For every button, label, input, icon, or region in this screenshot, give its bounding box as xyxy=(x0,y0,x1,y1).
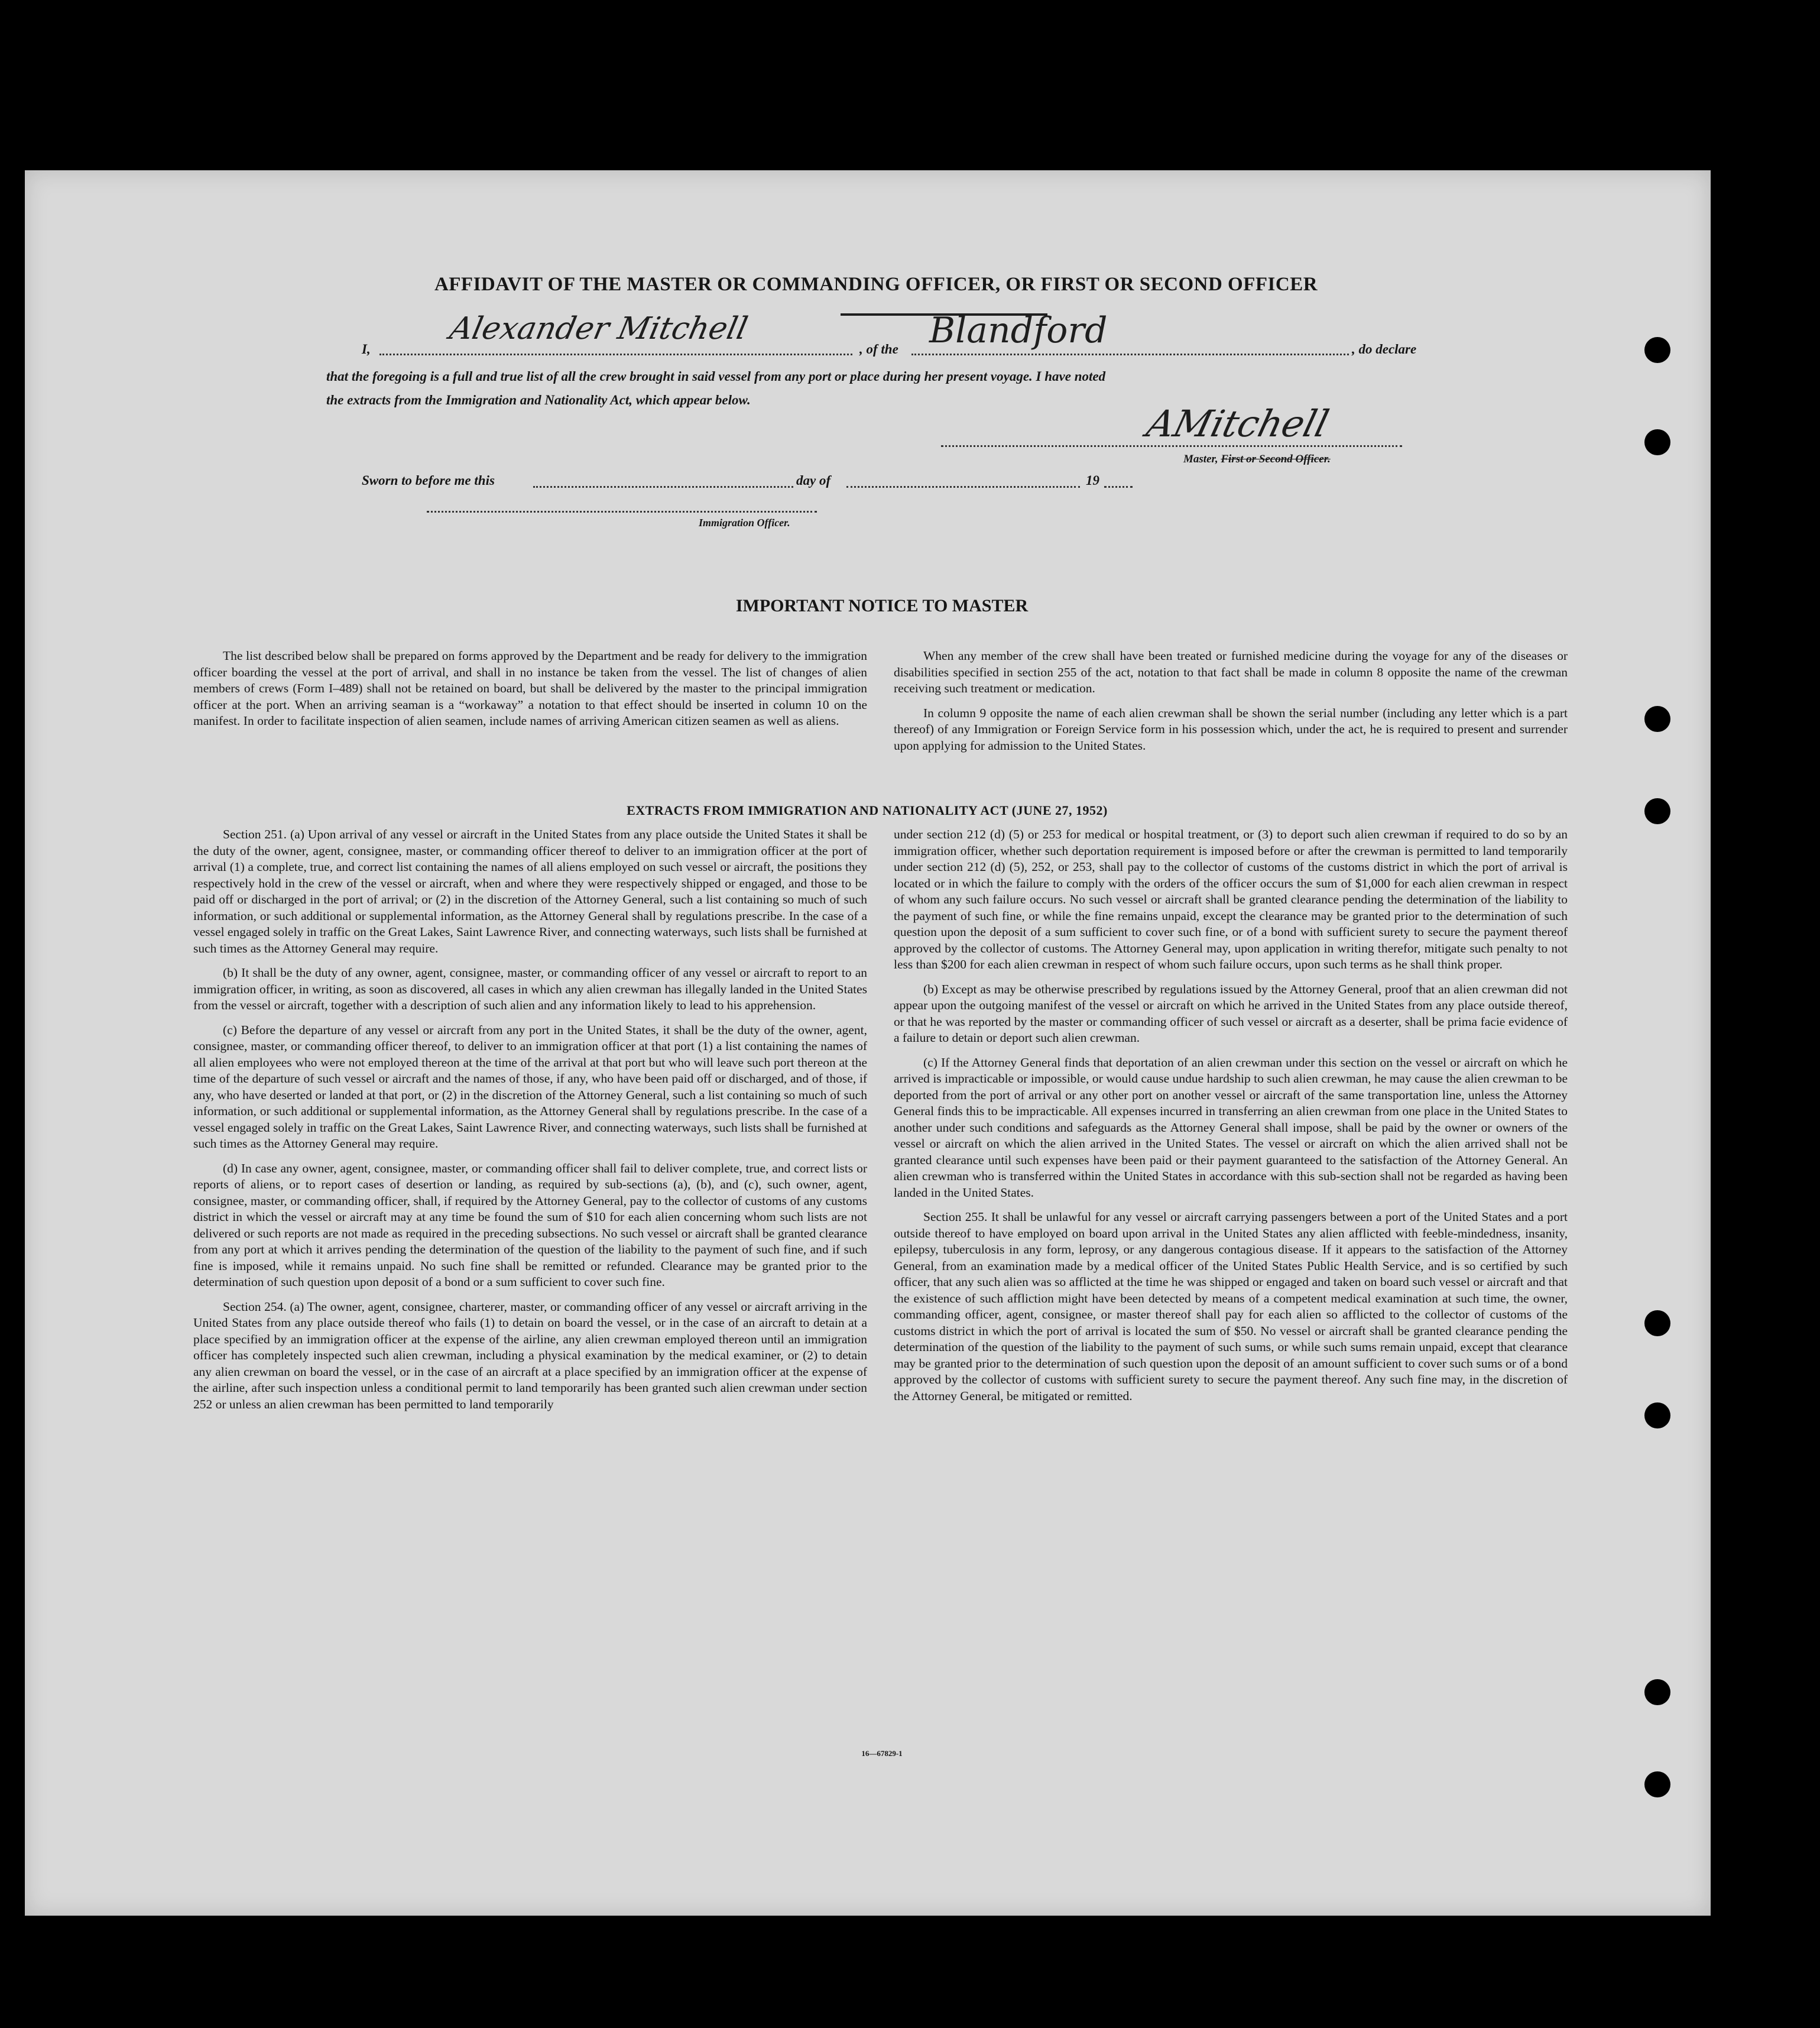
extracts-title: EXTRACTS FROM IMMIGRATION AND NATIONALITY ACT (JUNE 27, 1952) xyxy=(627,803,1108,818)
notice-left-column xyxy=(193,648,867,738)
sworn-year-line xyxy=(1104,471,1133,488)
extract-paragraph: Section 251. (a) Upon arrival of any vessel or aircraft in the United States from any place outside the United States it shall be the duty of the owner, agent, consignee, master, or commanding officer thereof to deliver to an immigration officer at the port of arrival (1) a complete, true, and correct list containing the names of all aliens employed on such vessel or aircraft, the positions they respectively hold in the crew of the vessel or aircraft, when and where they were respectively shipped or engaged, and those to be paid off or discharged in the port of arrival; or (2) in the discretion of the Attorney General, such a list containing so much of such information, or such additional or supplemental information, as the Attorney General shall by regulations prescribe. In the case of a vessel engaged solely in traffic on the Great Lakes, Saint Lawrence River, and connecting waterways, such lists shall be furnished at such times as the Attorney General may require. xyxy=(193,827,867,955)
extracts-left-column xyxy=(193,827,867,1421)
signature-caption xyxy=(1183,453,1331,466)
extract-paragraph: Section 254. (a) The owner, agent, consignee, charterer, master, or commanding officer of any vessel or aircraft arriving in the United States from any place outside thereof who fails (1) to detain on board the vessel, or in the case of an aircraft to detain at a place specified by an immigration officer at the expense of the airline, any alien crewman employed thereon until an immigration officer has completely inspected such alien crewman, including a physical examination by the medical examiner, or (2) to detain any alien crewman on board the vessel, or in the case of an aircraft at a place specified by an immigration officer at the expense of the airline, after such inspection unless a conditional permit to land temporarily has been granted such alien crewman under section 252 or unless an alien crewman has been permitted to land temporarily xyxy=(193,1299,867,1411)
document-page xyxy=(25,170,1711,1916)
punch-hole xyxy=(1644,1310,1670,1336)
immigration-officer-line xyxy=(427,499,817,513)
notice-title: IMPORTANT NOTICE TO MASTER xyxy=(735,596,1029,615)
declaration-statement-2: the extracts from the Immigration and Nationality Act, which appear below. xyxy=(326,393,751,407)
punch-hole xyxy=(1644,1771,1670,1797)
punch-hole xyxy=(1644,706,1670,732)
punch-hole xyxy=(1644,1679,1670,1705)
of-the-label: , of the xyxy=(859,342,898,357)
punch-hole xyxy=(1644,429,1670,455)
day-of-label: day of xyxy=(796,473,831,488)
extract-paragraph: (b) It shall be the duty of any owner, agent, consignee, master, or commanding officer of any vessel or aircraft to report to an immigration officer, in writing, as soon as discovered, all cases in which any alien crewman has illegally landed in the United States from the vessel or aircraft, together with a description of such alien and any information likely to lead to his apprehension. xyxy=(193,966,867,1012)
extract-paragraph: (d) In case any owner, agent, consignee, master, or commanding officer shall fail to deliver complete, true, and correct lists or reports of aliens, or to report cases of desertion or landing, as required by sub-sections (a), (b), and (c), such owner, agent, consignee, master, or commanding officer, shall, if required by the Attorney General, pay to the collector of customs of any customs district in which the vessel or aircraft may at any time be found the sum of $10 for each alien concerning whom such lists are not delivered or such reports are not made as required in the preceding subsections. No such vessel or aircraft shall be granted clearance from any port at which it arrives pending the determination of the question of the liability to the payment of such fine, and if such fine is imposed, while it remains unpaid. No such fine shall be remitted or refunded. Clearance may be granted prior to the determination of such question upon deposit of a bond or a sum sufficient to cover such fine. xyxy=(193,1161,867,1289)
signature-line xyxy=(941,433,1402,447)
vessel-name-handwritten: Blandford xyxy=(929,310,1108,351)
form-number: 16—67829-1 xyxy=(861,1749,903,1758)
notice-right-paragraph-1: When any member of the crew shall have been treated or furnished medicine during the voyage for any of the diseases or disabilities specified in section 255 of the act, notation to that fact shall be made in column 8 opposite the name of the crewman receiving such treatment or medication. xyxy=(894,649,1568,695)
extract-paragraph: Section 255. It shall be unlawful for any vessel or aircraft carrying passengers between a port of the United States and a port outside thereof to have employed on board upon arrival in the United States any alien afflicted with feeble-mindedness, insanity, epilepsy, tuberculosis in any form, leprosy, or any dangerous contagious disease. If it appears to the satisfaction of the Attorney General, from an examination made by a medical officer of the United States Public Health Service, and is so certified by such officer, that any such alien was so afflicted at the time he was shipped or engaged and taken on board such vessel or aircraft and that the existence of such affliction might have been detected by means of a competent medical examination at such time, the owner, commanding officer, agent, consignee, or master thereof shall pay for each alien so afflicted to the collector of customs of the customs district in which the port of arrival is located the sum of $50. No vessel or aircraft shall be granted clearance pending the determination of the question of the liability to the payment of such sums, or while such sums remain unpaid, except that clearance may be granted prior to the determination of such question upon the deposit of an amount sufficient to cover such sums or of a bond approved by the collector of customs with sufficient surety to secure the payment thereof. Any such fine may, in the discretion of the Attorney General, be mitigated or remitted. xyxy=(894,1210,1568,1403)
officer-name-handwritten: Alexander Mitchell xyxy=(446,311,751,346)
affidavit-title: AFFIDAVIT OF THE MASTER OR COMMANDING OFFICER, OR FIRST OR SECOND OFFICER xyxy=(434,274,1318,295)
sworn-label: Sworn to before me this xyxy=(362,473,495,488)
sworn-month-line xyxy=(846,471,1080,488)
punch-hole xyxy=(1644,337,1670,363)
notice-right-paragraph-2: In column 9 opposite the name of each alien crewman shall be shown the serial number (including any letter which is a part thereof) of any Immigration or Foreign Service form in his possession which, under the act, he is required to present and surrender upon applying for admission to the United States. xyxy=(894,705,1568,753)
punch-hole xyxy=(1644,1402,1670,1428)
extract-paragraph: (c) If the Attorney General finds that deportation of an alien crewman under this section on the vessel or aircraft on which he arrived is impracticable or impossible, or would cause undue hardship to such alien crewman, he may cause the alien crewman to be deported from the port of arrival or any other port on another vessel or aircraft of the same transportation line, unless the Attorney General finds this to be impracticable. All expenses incurred in transferring an alien crewman from one place in the United States to another under such conditions and safeguards as the Attorney General shall impose, shall be paid by the owner or owners of the vessel or aircraft on which the alien arrived in the United States. The vessel or aircraft on which the alien arrived shall not be granted clearance until such expenses have been paid or their payment guaranteed to the satisfaction of the Attorney General. An alien crewman who is transferred within the United States in accordance with this sub-section shall not be regarded as having been landed in the United States. xyxy=(894,1055,1568,1200)
notice-left-paragraph: The list described below shall be prepared on forms approved by the Department and be ready for delivery to the immigration officer boarding the vessel at the port of arrival, and shall in no instance be taken from the vessel. The list of changes of alien members of crews (Form I–489) shall not be retained on board, but shall be delivered by the master to the principal immigration officer at the port. When an arriving seaman is a “workaway” a notation to that effect should be inserted in column 10 on the manifest. In order to facilitate inspection of alien seamen, include names of arriving American citizen seamen as well as aliens. xyxy=(193,649,867,728)
declaration-statement: that the foregoing is a full and true list of all the crew brought in said vessel from any port or place during her present voyage. I have noted xyxy=(326,369,1106,384)
sworn-day-line xyxy=(533,471,793,488)
master-signature: AMitchell xyxy=(1142,402,1334,445)
extract-paragraph: (b) Except as may be otherwise prescribed by regulations issued by the Attorney General, proof that an alien crewman did not appear upon the outgoing manifest of the vessel or aircraft on which he arrived in the United States from any place outside thereof, or that he was reported by the master or commanding officer of such vessel or aircraft as a deserter, shall be prima facie evidence of a failure to detain or deport such alien crewman. xyxy=(894,981,1568,1045)
extracts-right-column xyxy=(894,827,1568,1413)
signature-caption-struck: First or Second Officer. xyxy=(1221,453,1331,465)
notice-right-column xyxy=(894,648,1568,762)
immigration-officer-label: Immigration Officer. xyxy=(699,517,790,529)
extract-paragraph: under section 212 (d) (5) or 253 for medical or hospital treatment, or (3) to deport such alien crewman if required to do so by an immigration officer, whether such deportation requirement is imposed before or after the crewman is permitted to land temporarily under section 212 (d) (5), 252, or 253, shall pay to the collector of customs of the customs district in which the port of arrival is located or in which the failure to comply with the orders of the officer occurs the sum of $1,000 for each alien crewman in respect of whom any such failure occurs. No such vessel or aircraft shall be granted clearance pending the determination of the liability to the payment of such fine, or while the fine remains unpaid, except the clearance may be granted prior to the determination of such question upon the deposit of a sum sufficient to cover such fine, or of a bond with sufficient surety to secure the payment thereof approved by the collector of customs. The Attorney General may, upon application in writing therefor, mitigate such penalty to not less than $200 for each alien crewman in respect of whom such failure occurs, upon such terms as he shall think proper. xyxy=(894,827,1568,971)
do-declare-label: , do declare xyxy=(1352,342,1417,357)
punch-hole xyxy=(1644,798,1670,824)
i-label: I, xyxy=(362,342,371,357)
year-label: 19 xyxy=(1086,473,1099,488)
signature-caption-master: Master, xyxy=(1183,453,1218,465)
extract-paragraph: (c) Before the departure of any vessel or aircraft from any port in the United States, it shall be the duty of the owner, agent, consignee, master, or commanding officer thereof, to deliver to an immigration officer at that port (1) a list containing the names of all alien employees who were not employed thereon at the time of the arrival at that port but who will leave such port thereon at the time of the departure of such vessel or aircraft and the names of those, if any, who have been paid off or discharged, and of those, if any, who have deserted or landed at that port, or (2) in the discretion of the Attorney General, such a list containing so much of such information, or such additional or supplemental information, as the Attorney General shall by regulations prescribe. In the case of a vessel engaged solely in traffic on the Great Lakes, Saint Lawrence River, and connecting waterways, such lists shall be furnished at such times as the Attorney General may require. xyxy=(193,1022,867,1151)
